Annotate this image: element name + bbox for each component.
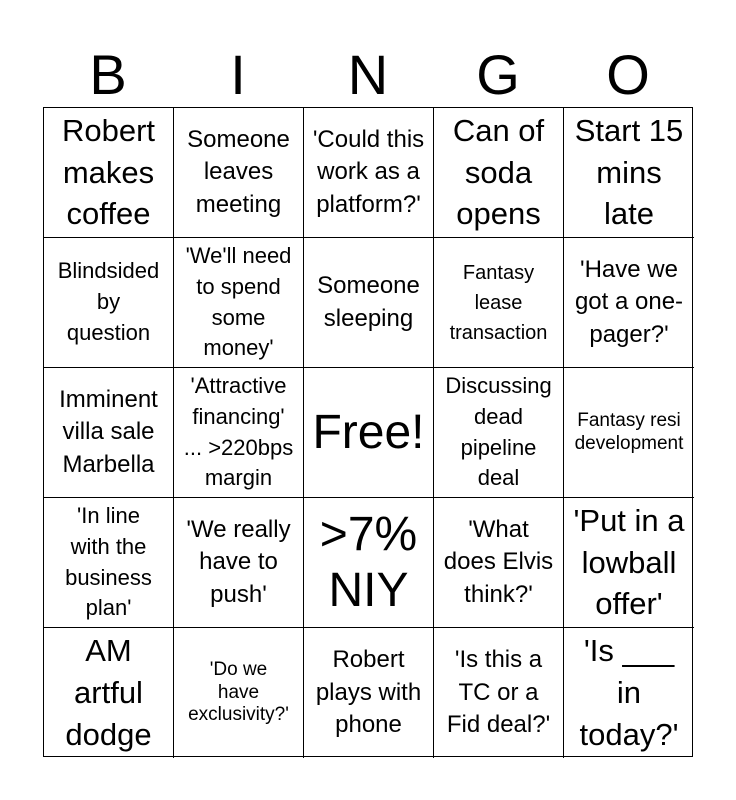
bingo-cell[interactable]: 'Have we got a one- pager?' xyxy=(564,238,694,368)
bingo-cell[interactable]: >7% NIY xyxy=(304,498,434,628)
bingo-cell[interactable]: 'We really have to push' xyxy=(174,498,304,628)
bingo-cell[interactable]: Start 15 mins late xyxy=(564,108,694,238)
bingo-cell[interactable]: Someone sleeping xyxy=(304,238,434,368)
header-letter-g: G xyxy=(476,43,520,106)
bingo-cell[interactable]: Fantasy lease transaction xyxy=(434,238,564,368)
bingo-cell[interactable]: Someone leaves meeting xyxy=(174,108,304,238)
free-space[interactable]: Free! xyxy=(304,368,434,498)
bingo-cell[interactable]: Robert makes coffee xyxy=(44,108,174,238)
header-letter-i: I xyxy=(230,43,246,106)
bingo-cell[interactable]: Discussing dead pipeline deal xyxy=(434,368,564,498)
bingo-cell[interactable]: 'Is ___ in today?' xyxy=(579,633,679,752)
bingo-cell[interactable]: Robert plays with phone xyxy=(304,628,434,758)
bingo-cell[interactable]: 'Do we have exclusivity?' xyxy=(174,628,304,758)
bingo-cell[interactable]: 'Could this work as a platform?' xyxy=(304,108,434,238)
bingo-cell[interactable]: 'We'll need to spend some money' xyxy=(174,238,304,368)
bingo-cell[interactable]: 'Put in a lowball offer' xyxy=(564,498,694,628)
bingo-cell[interactable]: Blindsided by question xyxy=(44,238,174,368)
bingo-cell[interactable]: 'Attractive financing' ... >220bps margin xyxy=(174,368,304,498)
header-letter-o: O xyxy=(606,43,650,106)
bingo-cell[interactable]: Imminent villa sale Marbella xyxy=(44,368,174,498)
bingo-cell[interactable]: 'Is this a TC or a Fid deal?' xyxy=(434,628,564,758)
bingo-cell[interactable]: Can of soda opens xyxy=(434,108,564,238)
bingo-cell[interactable]: AM artful dodge xyxy=(44,628,174,758)
bingo-cell[interactable]: Fantasy resi development xyxy=(564,368,694,498)
bingo-cell[interactable]: 'What does Elvis think?' xyxy=(434,498,564,628)
bingo-cell[interactable]: 'In line with the business plan' xyxy=(44,498,174,628)
header-letter-n: N xyxy=(347,43,389,106)
bingo-header xyxy=(43,40,693,106)
header-letter-b: B xyxy=(89,43,127,106)
bingo-board xyxy=(43,107,693,757)
